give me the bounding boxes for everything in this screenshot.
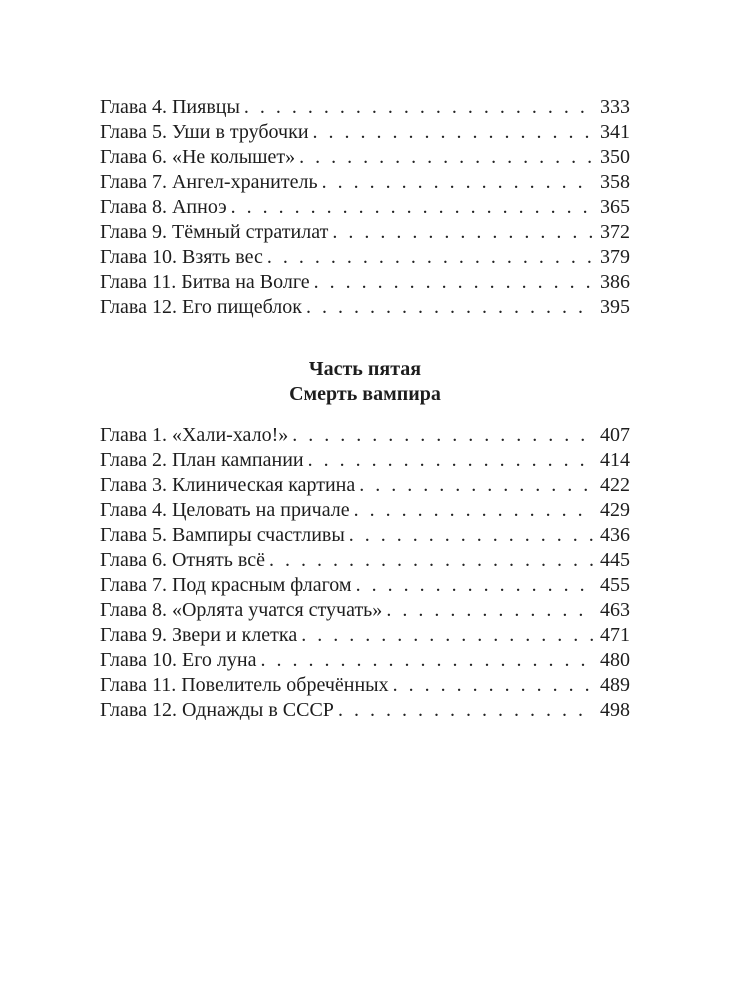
- entry-page-number: 445: [600, 549, 630, 571]
- dot-leader: [314, 270, 594, 295]
- entry-page-number: 395: [600, 296, 630, 318]
- entry-title: Глава 7. Под красным флагом: [100, 574, 352, 596]
- toc-entry: [100, 448, 630, 473]
- entry-title: Глава 3. Клиническая картина: [100, 474, 356, 496]
- toc-entry: [100, 245, 630, 270]
- dot-leader: [306, 295, 594, 320]
- entry-title: Глава 2. План кампании: [100, 449, 304, 471]
- entry-title: Глава 4. Пиявцы: [100, 96, 240, 118]
- entry-title: Глава 6. «Не колышет»: [100, 146, 296, 168]
- dot-leader: [299, 145, 594, 170]
- dot-leader: [349, 523, 594, 548]
- dot-leader: [356, 573, 594, 598]
- entry-page-number: 379: [600, 246, 630, 268]
- entry-page-number: 386: [600, 271, 630, 293]
- toc-entry: [100, 523, 630, 548]
- toc-entry: [100, 195, 630, 220]
- entry-page-number: 414: [600, 449, 630, 471]
- toc-entry: [100, 473, 630, 498]
- dot-leader: [393, 673, 594, 698]
- entry-page-number: 489: [600, 674, 630, 696]
- entry-page-number: 372: [600, 221, 630, 243]
- dot-leader: [354, 498, 594, 523]
- dot-leader: [338, 698, 594, 723]
- part-5-heading: [100, 357, 630, 407]
- entry-title: Глава 11. Повелитель обречённых: [100, 674, 389, 696]
- entry-page-number: 407: [600, 424, 630, 446]
- dot-leader: [313, 120, 594, 145]
- toc-entry: [100, 270, 630, 295]
- entry-title: Глава 12. Однажды в СССР: [100, 699, 334, 721]
- toc-part-4-list: [100, 95, 630, 320]
- dot-leader: [269, 548, 594, 573]
- entry-title: Глава 6. Отнять всё: [100, 549, 265, 571]
- dot-leader: [231, 195, 594, 220]
- toc-entry: [100, 295, 630, 320]
- dot-leader: [322, 170, 594, 195]
- entry-title: Глава 11. Битва на Волге: [100, 271, 310, 293]
- entry-page-number: 358: [600, 171, 630, 193]
- entry-page-number: 333: [600, 96, 630, 118]
- toc-entry: [100, 648, 630, 673]
- toc-entry: [100, 120, 630, 145]
- entry-title: Глава 9. Тёмный стратилат: [100, 221, 329, 243]
- entry-page-number: 455: [600, 574, 630, 596]
- toc-entry: [100, 170, 630, 195]
- toc-entry: [100, 573, 630, 598]
- entry-page-number: 422: [600, 474, 630, 496]
- toc-entry: [100, 548, 630, 573]
- dot-leader: [260, 648, 594, 673]
- toc-entry: [100, 598, 630, 623]
- dot-leader: [301, 623, 594, 648]
- entry-page-number: 471: [600, 624, 630, 646]
- dot-leader: [267, 245, 594, 270]
- entry-page-number: 463: [600, 599, 630, 621]
- dot-leader: [359, 473, 594, 498]
- dot-leader: [386, 598, 594, 623]
- entry-title: Глава 9. Звери и клетка: [100, 624, 298, 646]
- toc-entry: [100, 145, 630, 170]
- toc-entry: [100, 698, 630, 723]
- entry-title: Глава 1. «Хали-хало!»: [100, 424, 289, 446]
- part-title: Смерть вампира: [289, 383, 441, 405]
- toc-entry: [100, 498, 630, 523]
- dot-leader: [332, 220, 594, 245]
- dot-leader: [292, 423, 594, 448]
- entry-title: Глава 8. «Орлята учатся стучать»: [100, 599, 383, 621]
- entry-page-number: 341: [600, 121, 630, 143]
- entry-title: Глава 8. Апноэ: [100, 196, 227, 218]
- toc-entry: [100, 673, 630, 698]
- part-label: Часть пятая: [308, 358, 422, 380]
- dot-leader: [308, 448, 594, 473]
- entry-page-number: 350: [600, 146, 630, 168]
- entry-page-number: 480: [600, 649, 630, 671]
- dot-leader: [244, 95, 594, 120]
- toc-entry: [100, 623, 630, 648]
- entry-title: Глава 10. Его луна: [100, 649, 257, 671]
- toc-part-5-list: [100, 423, 630, 723]
- entry-page-number: 498: [600, 699, 630, 721]
- toc-entry: [100, 423, 630, 448]
- entry-title: Глава 7. Ангел-хранитель: [100, 171, 318, 193]
- entry-page-number: 429: [600, 499, 630, 521]
- toc-entry: [100, 95, 630, 120]
- entry-title: Глава 5. Вампиры счастливы: [100, 524, 345, 546]
- entry-page-number: 365: [600, 196, 630, 218]
- entry-title: Глава 4. Целовать на причале: [100, 499, 350, 521]
- toc-entry: [100, 220, 630, 245]
- entry-title: Глава 5. Уши в трубочки: [100, 121, 309, 143]
- entry-title: Глава 10. Взять вес: [100, 246, 263, 268]
- entry-title: Глава 12. Его пищеблок: [100, 296, 302, 318]
- entry-page-number: 436: [600, 524, 630, 546]
